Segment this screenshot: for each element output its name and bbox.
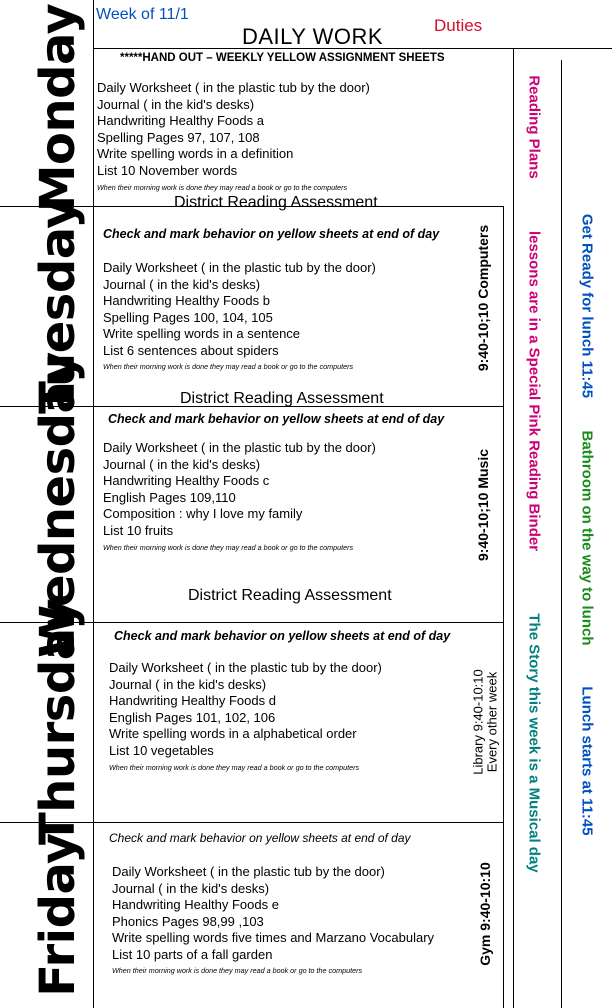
friday-check: Check and mark behavior on yellow sheets at end of day bbox=[109, 831, 411, 845]
thursday-tasks bbox=[109, 660, 382, 759]
task-item: Write spelling words in a sentence bbox=[103, 326, 301, 341]
wednesday-check: Check and mark behavior on yellow sheets at end of day bbox=[108, 412, 445, 426]
tuesday-note: When their morning work is done they may read a book or go to the computers bbox=[103, 362, 354, 371]
task-item: Spelling Pages 97, 107, 108 bbox=[97, 129, 260, 145]
task-item: Daily Worksheet ( in the plastic tub by the door) bbox=[109, 660, 382, 675]
task-item: Handwriting Healthy Foods a bbox=[97, 113, 264, 128]
thursday-special-line1: Library 9:40-10:10 bbox=[470, 669, 486, 775]
task-item: Handwriting Healthy Foods e bbox=[112, 897, 279, 912]
friday-note: When their morning work is done they may read a book or go to the computers bbox=[112, 966, 363, 975]
task-item: List 10 fruits bbox=[103, 522, 174, 538]
lunch-starts: Lunch starts at 11:45 bbox=[578, 686, 596, 836]
task-item: Write spelling words five times and Marzano Vocabulary bbox=[112, 930, 435, 945]
task-item: List 10 parts of a fall garden bbox=[112, 946, 273, 962]
task-item: Journal ( in the kid's desks) bbox=[103, 456, 261, 472]
day-label-tuesday: Tuesday bbox=[30, 198, 86, 414]
day-label-wednesday: Wednesday bbox=[30, 352, 86, 658]
thursday-special-line2: Every other week bbox=[484, 671, 500, 773]
tuesday-assessment: District Reading Assessment bbox=[180, 390, 384, 407]
task-item: Journal ( in the kid's desks) bbox=[109, 676, 267, 692]
task-item: English Pages 109,110 bbox=[103, 489, 236, 505]
duties-lessons: lessons are in a Special Pink Reading Binder bbox=[525, 230, 543, 552]
task-item: List 6 sentences about spiders bbox=[103, 342, 279, 358]
wednesday-assessment: District Reading Assessment bbox=[188, 587, 392, 604]
duties-reading-plans: Reading Plans bbox=[525, 75, 543, 179]
day-label-friday: Friday bbox=[30, 833, 86, 997]
friday-special: Gym 9:40-10:10 bbox=[477, 862, 493, 966]
monday-tasks bbox=[97, 80, 370, 179]
week-label: Week of 11/1 bbox=[96, 6, 189, 23]
duties-story: The Story this week is a Musical day bbox=[525, 613, 543, 873]
task-item: Daily Worksheet ( in the plastic tub by the door) bbox=[112, 864, 385, 879]
task-item: Composition : why I love my family bbox=[103, 506, 303, 521]
page-title: DAILY WORK bbox=[242, 24, 384, 49]
tuesday-special: 9:40-10;10 Computers bbox=[475, 224, 491, 372]
day-label-thursday: Thursday bbox=[30, 599, 86, 845]
task-item: Handwriting Healthy Foods d bbox=[109, 693, 276, 708]
task-item: English Pages 101, 102, 106 bbox=[109, 709, 276, 725]
task-item: Write spelling words in a definition bbox=[97, 146, 294, 161]
thursday-note: When their morning work is done they may read a book or go to the computers bbox=[109, 763, 360, 772]
duties-heading: Duties bbox=[434, 16, 483, 35]
task-item: Handwriting Healthy Foods c bbox=[103, 473, 270, 488]
lunch-bathroom: Bathroom on the way to lunch bbox=[578, 430, 596, 646]
monday-note: When their morning work is done they may read a book or go to the computers bbox=[97, 183, 348, 192]
wednesday-tasks bbox=[103, 440, 376, 539]
duties-column-divider bbox=[513, 48, 514, 1008]
wednesday-special: 9:40-10;10 Music bbox=[475, 448, 491, 562]
task-item: Journal ( in the kid's desks) bbox=[112, 880, 270, 896]
monday-assessment: District Reading Assessment bbox=[174, 194, 378, 211]
friday-tasks bbox=[112, 864, 434, 963]
wednesday-note: When their morning work is done they may read a book or go to the computers bbox=[103, 543, 354, 552]
tuesday-tasks bbox=[103, 260, 376, 359]
task-item: Journal ( in the kid's desks) bbox=[97, 96, 255, 112]
task-item: Daily Worksheet ( in the plastic tub by the door) bbox=[103, 260, 376, 275]
task-item: Write spelling words in a alphabetical order bbox=[109, 726, 357, 741]
handout-note: *****HAND OUT – WEEKLY YELLOW ASSIGNMENT SHEETS bbox=[120, 52, 445, 64]
task-item: List 10 vegetables bbox=[109, 742, 214, 758]
task-item: Daily Worksheet ( in the plastic tub by the door) bbox=[103, 440, 376, 455]
lunch-get-ready: Get Ready for lunch 11:45 bbox=[578, 213, 596, 399]
left-divider bbox=[93, 0, 94, 1008]
task-item: Journal ( in the kid's desks) bbox=[103, 276, 261, 292]
thursday-check: Check and mark behavior on yellow sheets at end of day bbox=[114, 629, 451, 643]
tuesday-check: Check and mark behavior on yellow sheets at end of day bbox=[103, 227, 440, 241]
lunch-column-divider bbox=[561, 60, 562, 1008]
special-column-divider bbox=[503, 206, 504, 1008]
task-item: Handwriting Healthy Foods b bbox=[103, 293, 270, 308]
task-item: List 10 November words bbox=[97, 162, 238, 178]
task-item: Daily Worksheet ( in the plastic tub by the door) bbox=[97, 80, 370, 95]
task-item: Spelling Pages 100, 104, 105 bbox=[103, 309, 273, 325]
task-item: Phonics Pages 98,99 ,103 bbox=[112, 913, 264, 929]
day-label-monday: Monday bbox=[30, 3, 86, 213]
